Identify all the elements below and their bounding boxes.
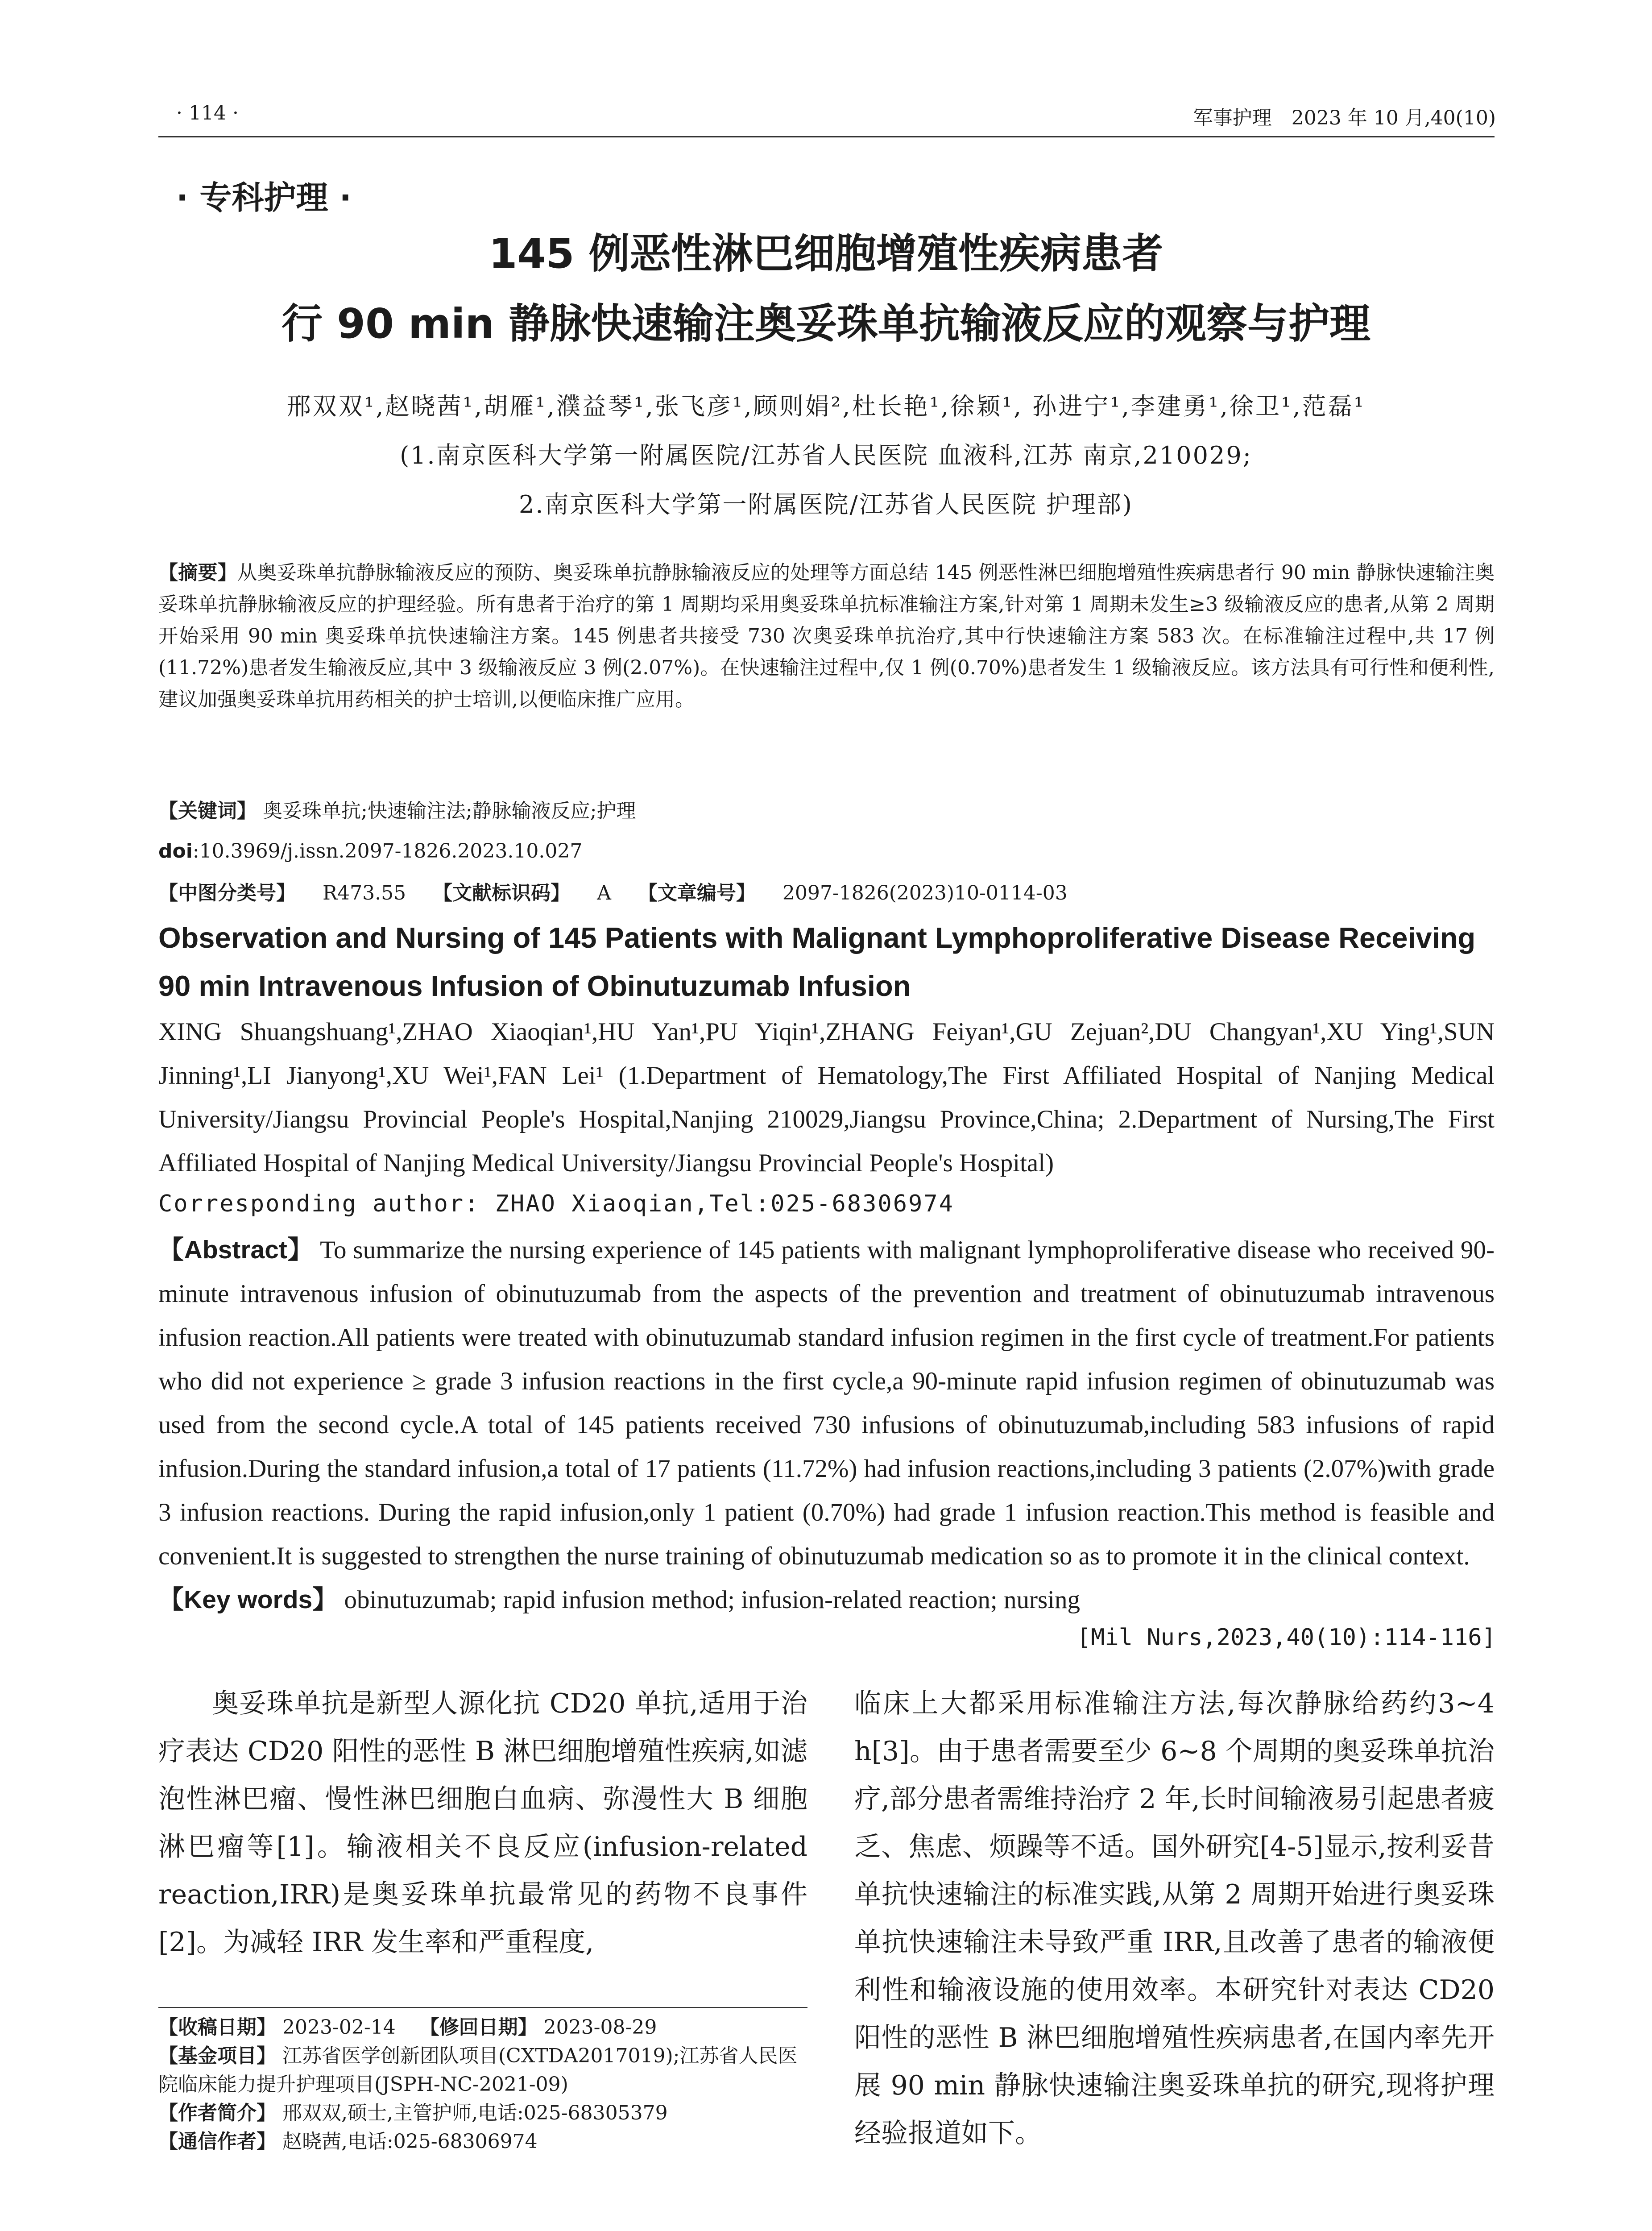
body-right-column: 临床上大都采用标准输注方法,每次静脉给药约3~4 h[3]。由于患者需要至少 6~8 个周期的奥妥珠单抗治疗,部分患者需维持治疗 2 年,长时间输液易引起患者疲乏、焦虑、烦躁等不适。国外研究[4-5]显示,按利妥昔单抗快速输注的标准实践,从第 2 周期开始进行奥妥珠单抗快速输注未导致严重 IRR,且改善了患者的输液便利性和输液设施的使用效率。本研究针对表达 CD20 阳性的恶性 B 淋巴细胞增殖性疾病患者,在国内率先开展 90 min 静脉快速输注奥妥珠单抗的研究,现将护理经验报道如下。 [854,1688,1495,2149]
title-en-line-1: Observation and Nursing of 145 Patients with Malignant Lymphoproliferative Disease Receiving [158,921,1476,954]
abstract-en [158,1228,1495,1578]
author-bio-label: 【作者简介】 [158,2102,276,2124]
body-left-column: 奥妥珠单抗是新型人源化抗 CD20 单抗,适用于治疗表达 CD20 阳性的恶性 B 淋巴细胞增殖性疾病,如滤泡性淋巴瘤、慢性淋巴细胞白血病、弥漫性大 B 细胞淋巴瘤等[1]。输液相关不良反应(infusion-related reaction,IRR)是奥妥珠单抗最常见的药物不良事件[2]。为减轻 IRR 发生率和严重程度, [158,1688,807,1958]
title-line-1: 145 例恶性淋巴细胞增殖性疾病患者 [489,230,1163,278]
fund-label: 【基金项目】 [158,2044,276,2067]
footnote-rule [158,2007,807,2008]
abstract-en-text: To summarize the nursing experience of 145 patients with malignant lymphoproliferative disease who received 90-minute intravenous infusion of obinutuzumab from the aspects of the prevention and treatment of obinutuzumab intravenous infusion reaction.All patients were treated with obinutuzumab standard infusion regimen in the first cycle of treatment.For patients who did not experience ≥ grade 3 infusion reactions in the first cycle,a 90-minute rapid infusion regimen of obinutuzumab was used from the second cycle.A total of 145 patients received 730 infusions of obinutuzumab,including 583 infusions of rapid infusion.During the standard infusion,a total of 17 patients (11.72%) had infusion reactions,including 3 patients (2.07%)with grade 3 infusion reactions. During the rapid infusion,only 1 patient (0.70%) had grade 1 infusion reaction.This method is feasible and convenient.It is suggested to strengthen the nurse training of obinutuzumab medication so as to promote it in the clinical context. [158,1236,1495,1570]
article-no-label: 【文章编号】 [638,882,756,904]
keywords-cn-text: 奥妥珠单抗;快速输注法;静脉输液反应;护理 [263,800,636,822]
title-en-line-2: 90 min Intravenous Infusion of Obinutuzumab Infusion [158,970,911,1002]
corr-label: 【通信作者】 [158,2130,276,2153]
keywords-en-label: 【Key words】 [158,1585,338,1614]
title-line-2: 行 90 min 静脉快速输注奥妥珠单抗输液反应的观察与护理 [281,300,1370,348]
fund-info [158,2042,807,2099]
corresponding-author-en: Corresponding author: ZHAO Xiaoqian,Tel:025-68306974 [158,1190,954,1217]
keywords-en [158,1578,1495,1622]
author-bio-value: 邢双双,硕士,主管护师,电话:025-68305379 [282,2102,668,2124]
column-tag: · 专科护理 · [176,179,352,216]
doc-code-value: A [597,882,611,904]
keywords-en-text: obinutuzumab; rapid infusion method; infusion-related reaction; nursing [344,1586,1080,1614]
affiliation-line-1: (1.南京医科大学第一附属医院/江苏省人民医院 血液科,江苏 南京,210029; [400,441,1252,469]
received-label: 【收稿日期】 [158,2016,276,2039]
abstract-cn [158,557,1495,715]
fund-value: 江苏省医学创新团队项目(CXTDA2017019);江苏省人民医院临床能力提升护理项目(JSPH-NC-2021-09) [158,2044,798,2096]
citation: [Mil Nurs,2023,40(10):114-116] [1076,1624,1496,1651]
doi-label: doi [158,840,193,863]
journal-info: 军事护理 2023 年 10 月,40(10) [1193,107,1496,129]
affiliation-line-2: 2.南京医科大学第一附属医院/江苏省人民医院 护理部) [519,490,1133,518]
authors-cn: 邢双双¹,赵晓茜¹,胡雁¹,濮益琴¹,张飞彦¹,顾则娟²,杜长艳¹,徐颖¹, 孙进宁¹,李建勇¹,徐卫¹,范磊¹ [286,392,1366,420]
footnotes [158,2013,807,2156]
clc-value: R473.55 [323,882,406,904]
abstract-cn-label: 【摘要】 [158,561,238,584]
keywords-cn-label: 【关键词】 [158,800,257,822]
doi [158,835,1495,867]
authors-en: XING Shuangshuang¹,ZHAO Xiaoqian¹,HU Yan¹,PU Yiqin¹,ZHANG Feiyan¹,GU Zejuan²,DU Changyan¹,XU Ying¹,SUN Jinning¹,LI Jianyong¹,XU Wei¹,FAN Lei¹ (1.Department of Hematology,The First Affiliated Hospital of Nanjing Medical University/Jiangsu Provincial People's Hospital,Nanjing 210029,Jiangsu Province,China; 2.Department of Nursing,The First Affiliated Hospital of Nanjing Medical University/Jiangsu Provincial People's Hospital) [158,1018,1495,1177]
classification-line [158,877,1094,905]
article-no-value: 2097-1826(2023)10-0114-03 [782,882,1068,904]
doi-value: :10.3969/j.issn.2097-1826.2023.10.027 [192,840,583,863]
abstract-cn-text: 从奥妥珠单抗静脉输液反应的预防、奥妥珠单抗静脉输液反应的处理等方面总结 145 例恶性淋巴细胞增殖性疾病患者行 90 min 静脉快速输注奥妥珠单抗静脉输液反应的护理经验。所有患者于治疗的第 1 周期均采用奥妥珠单抗标准输注方案,针对第 1 周期未发生≥3 级输液反应的患者,从第 2 周期开始采用 90 min 奥妥珠单抗快速输注方案。145 例患者共接受 730 次奥妥珠单抗治疗,其中行快速输注方案 583 次。在标准输注过程中,共 17 例(11.72%)患者发生输液反应,其中 3 级输液反应 3 例(2.07%)。在快速输注过程中,仅 1 例(0.70%)患者发生 1 级输液反应。该方法具有可行性和便利性,建议加强奥妥珠单抗用药相关的护士培训,以便临床推广应用。 [158,561,1495,711]
received-value: 2023-02-14 [282,2016,396,2039]
doc-code-label: 【文献标识码】 [433,882,571,904]
corresponding-author-cn [158,2127,807,2156]
page-number: · 114 · [176,102,239,124]
author-bio [158,2099,807,2127]
keywords-cn [158,795,1495,827]
revised-value: 2023-08-29 [543,2016,657,2039]
header-rule [158,136,1495,137]
abstract-en-label: 【Abstract】 [158,1236,314,1264]
corr-value: 赵晓茜,电话:025-68306974 [282,2130,538,2153]
received-dates [158,2013,807,2042]
revised-label: 【修回日期】 [419,2016,538,2039]
clc-label: 【中图分类号】 [158,882,296,904]
